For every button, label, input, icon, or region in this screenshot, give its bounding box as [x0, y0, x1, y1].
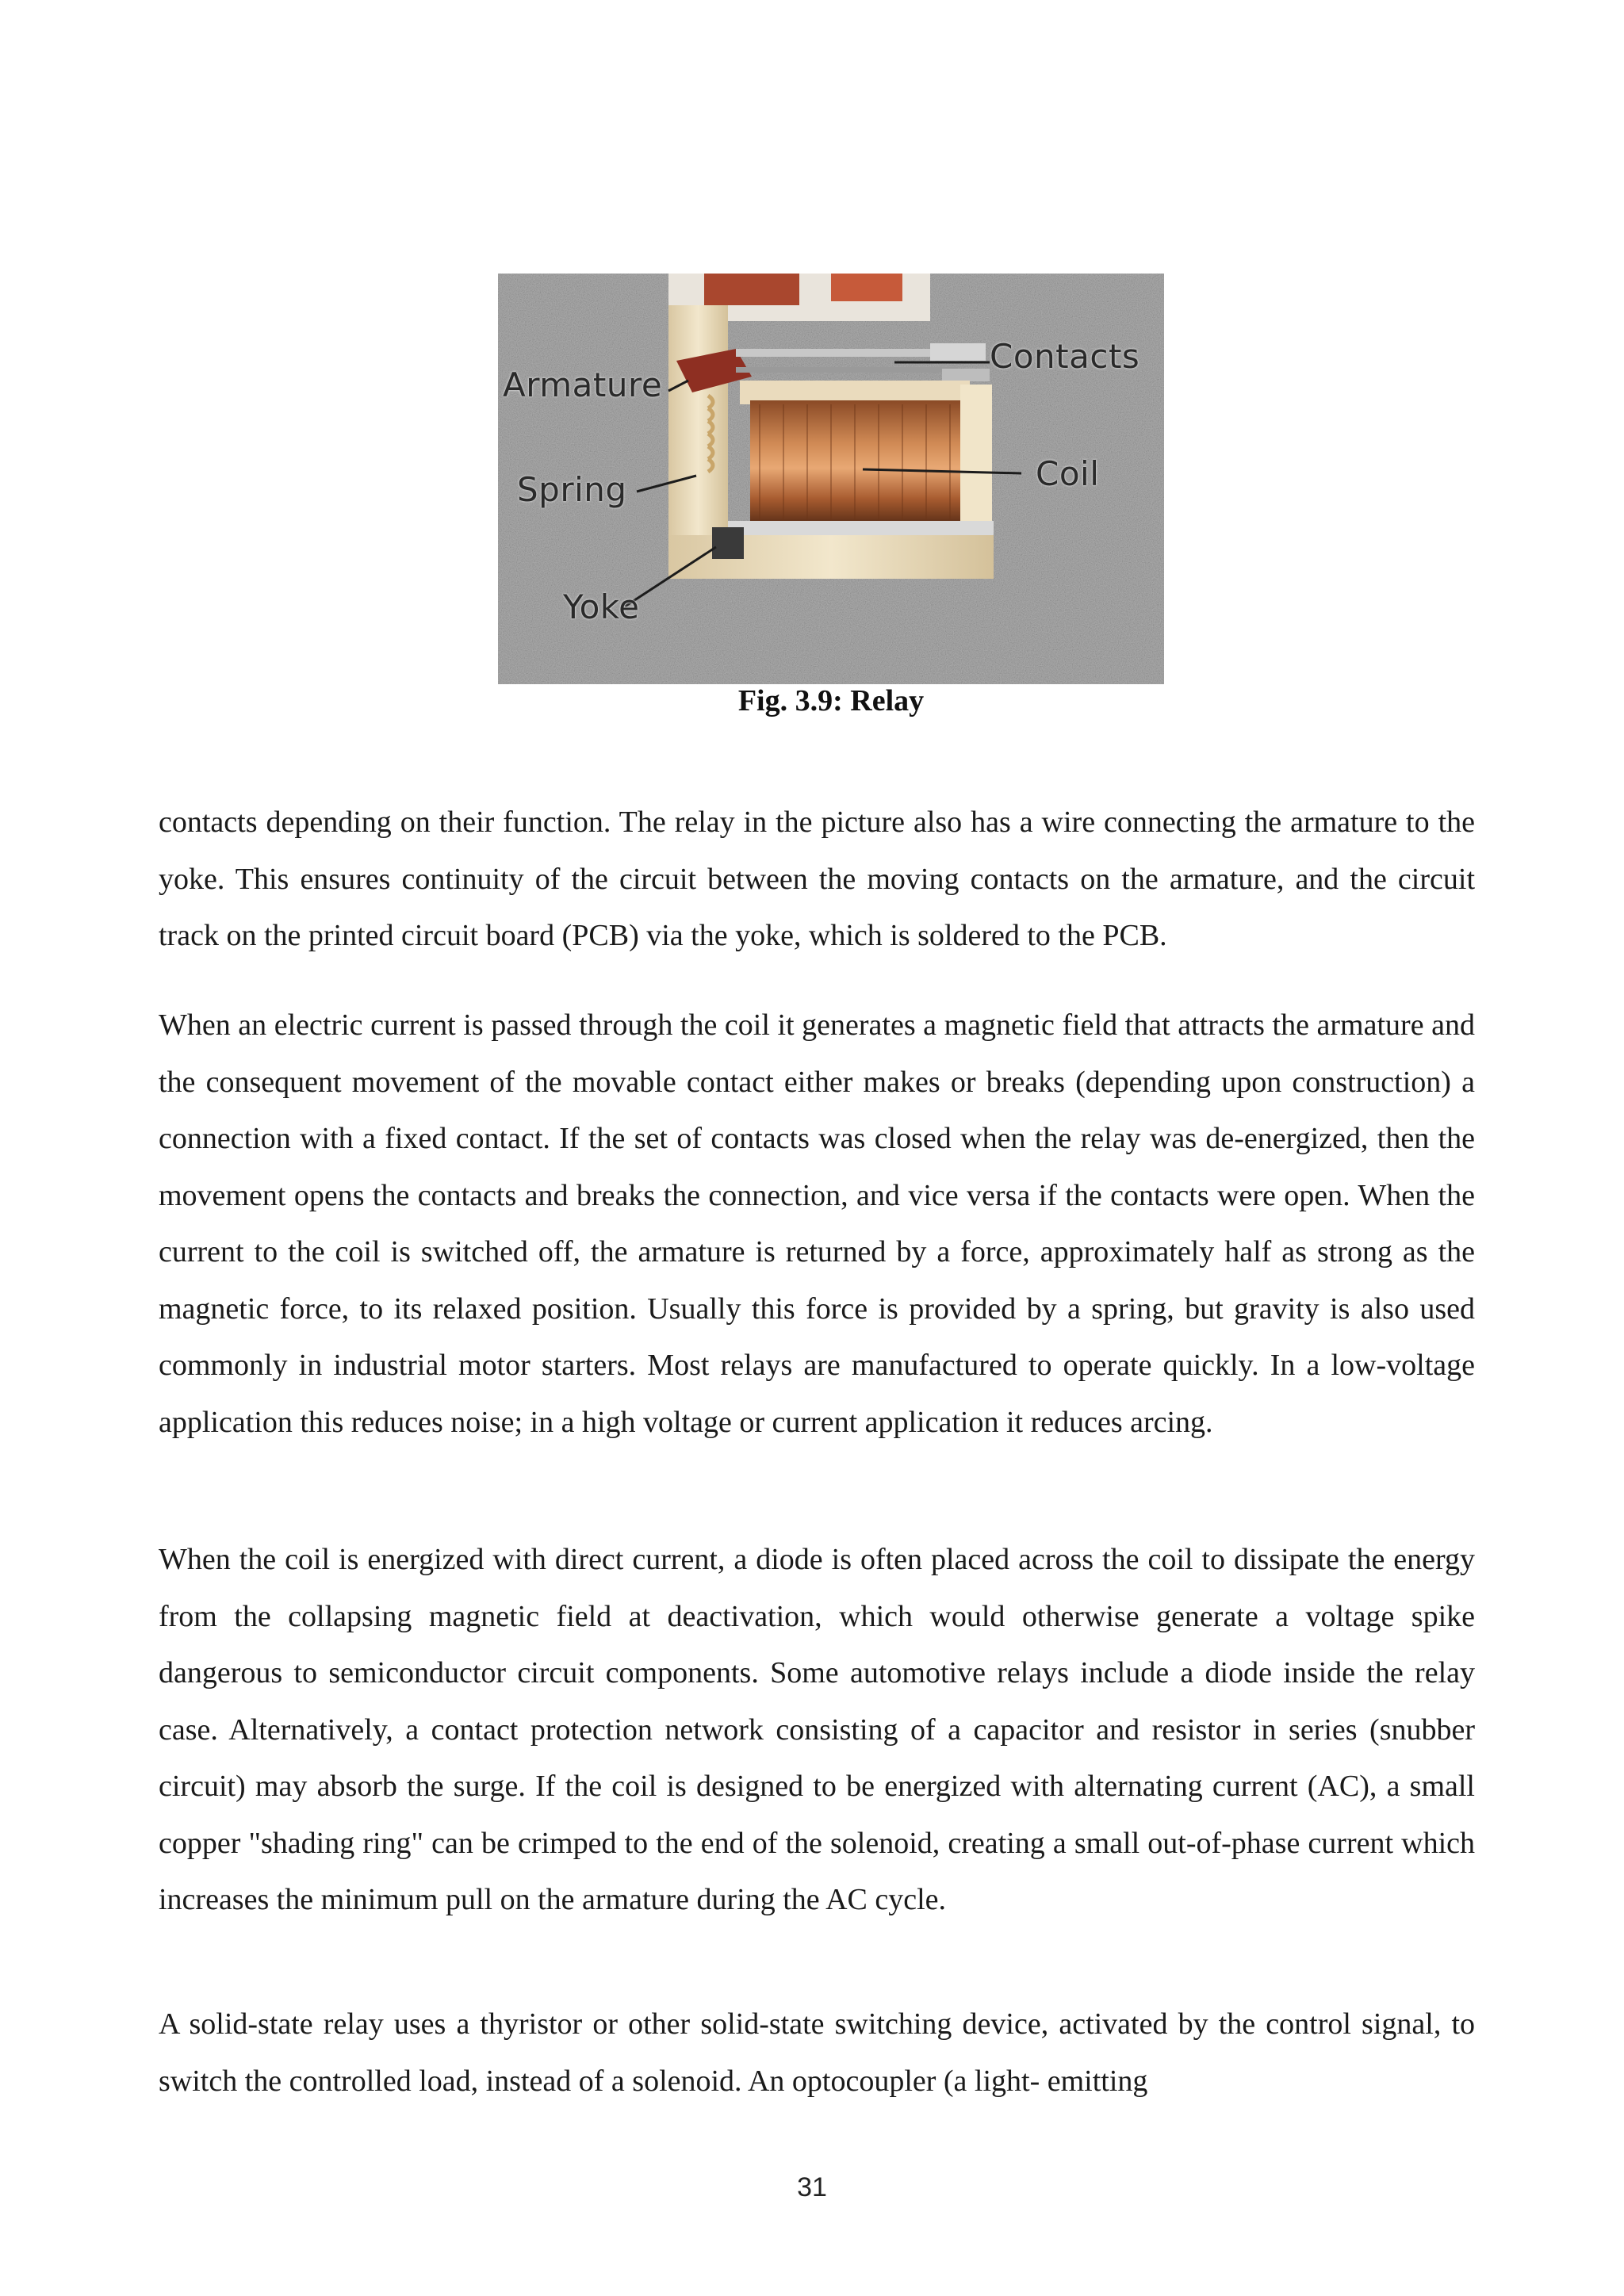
- paragraph-3: When the coil is energized with direct current, a diode is often placed across the coil to dissipate the energy from the collapsing magnetic field at deactivation, which would otherwise generate a voltage spike dangerous to semiconductor circuit components. Some automotive relays include a diode inside the relay case. Alternatively, a contact protection network consisting of a capacitor and resistor in series (snubber circuit) may absorb the surge. If the coil is designed to be energized with alternating current (AC), a small copper "shading ring" can be crimped to the end of the solenoid, creating a small out-of-phase current which increases the minimum pull on the armature during the AC cycle.: [159, 1543, 1475, 1916]
- label-spring: Spring: [517, 470, 627, 509]
- page-number: 31: [797, 2172, 827, 2202]
- label-coil: Coil: [1036, 454, 1100, 493]
- label-yoke: Yoke: [563, 587, 640, 626]
- paragraph-2: When an electric current is passed through the coil it generates a magnetic field that attracts the armature and the consequent movement of the movable contact either makes or breaks (depending upon construction) a connection with a fixed contact. If the set of contacts was closed when the relay was de-energized, then the movement opens the contacts and breaks the connection, and vice versa if the contacts were open. When the current to the coil is switched off, the armature is returned by a force, approximately half as strong as the magnetic force, to its relaxed position. Usually this force is provided by a spring, but gravity is also used commonly in industrial motor starters. Most relays are manufactured to operate quickly. In a low-voltage application this reduces noise; in a high voltage or current application it reduces arcing.: [159, 1008, 1475, 1439]
- figure-caption: Fig. 3.9: Relay: [737, 684, 925, 718]
- label-contacts: Contacts: [990, 337, 1140, 376]
- label-armature: Armature: [503, 365, 663, 404]
- paragraph-1: contacts depending on their function. The relay in the picture also has a wire connecting the armature to the yoke. This ensures continuity of the circuit between the moving contacts on the armature, and the circuit track on the printed circuit board (PCB) via the yoke, which is soldered to the PCB.: [159, 806, 1475, 952]
- relay-figure-image: [498, 274, 1164, 684]
- paragraph-4: A solid-state relay uses a thyristor or other solid-state switching device, activated by the control signal, to switch the controlled load, instead of a solenoid. An optocoupler (a light- emitting: [159, 2007, 1475, 2098]
